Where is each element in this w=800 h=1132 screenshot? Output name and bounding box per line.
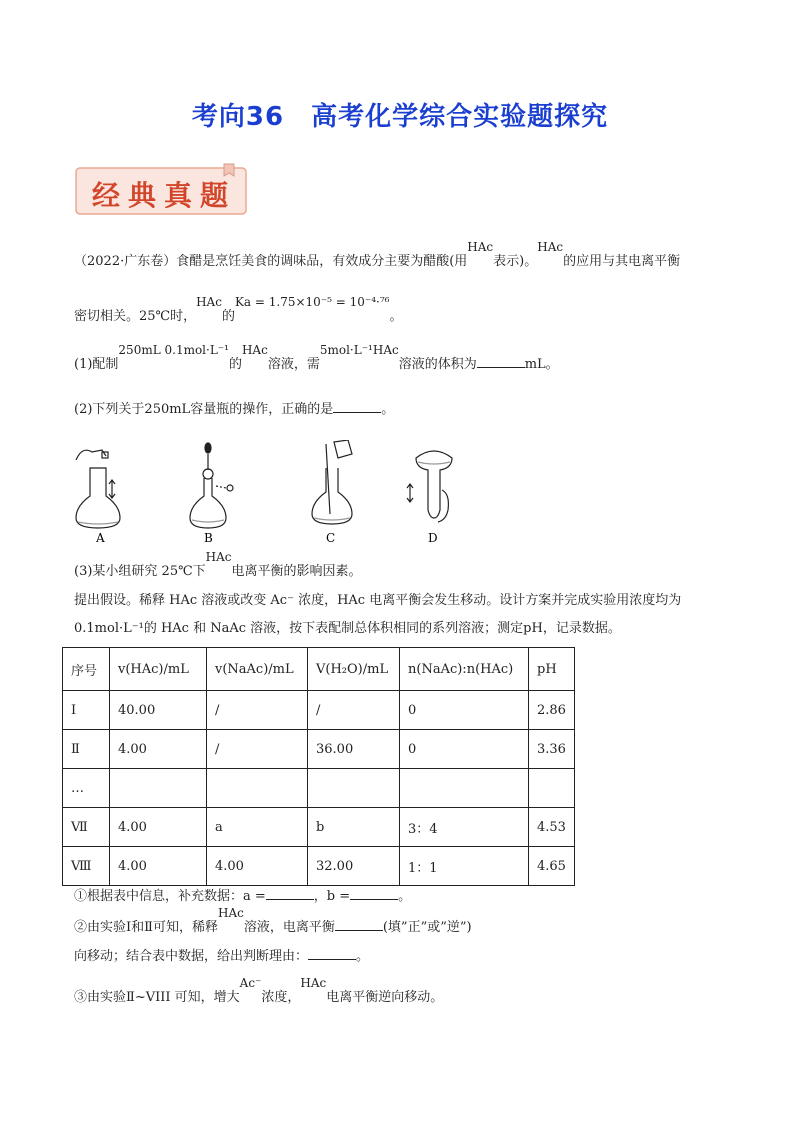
answer-blank — [477, 355, 525, 368]
sub-question-2-line-2: 向移动；结合表中数据，给出判断理由： 。 — [74, 949, 370, 964]
table-cell: 4.00 — [207, 847, 308, 886]
table-cell: 4.00 — [110, 730, 207, 769]
answer-blank — [335, 918, 383, 931]
answer-blank — [266, 887, 314, 900]
table-cell: Ⅰ — [63, 691, 110, 730]
figure-c — [312, 440, 352, 524]
table-cell: 36.00 — [308, 730, 400, 769]
table-header-row — [63, 648, 575, 691]
question-3-line-3: 0.1mol·L⁻¹的 HAc 和 NaAc 溶液，按下表配制总体积相同的系列溶液；测定pH，记录数据。 — [74, 621, 621, 636]
question-1: (1)配制250mL 0.1mol·L⁻¹的HAc溶液，需5mol·L⁻¹HAc溶液的体积为 mL。 — [74, 343, 559, 372]
answer-blank — [308, 947, 356, 960]
table-cell: 4.53 — [529, 808, 575, 847]
table-cell — [308, 769, 400, 808]
table-cell: Ⅷ — [63, 847, 110, 886]
data-table — [62, 647, 575, 886]
figure-a — [76, 450, 120, 528]
question-2: (2)下列关于250mL容量瓶的操作，正确的是 。 — [74, 402, 395, 417]
table-cell — [400, 769, 529, 808]
page-title: 考向36 高考化学综合实验题探究 — [191, 102, 609, 132]
table-row — [63, 808, 575, 847]
figure-label-c: C — [326, 531, 336, 545]
table-cell: 0 — [400, 691, 529, 730]
flask-figures — [74, 440, 494, 545]
table-row — [63, 691, 575, 730]
figure-label-a: A — [96, 531, 105, 545]
table-cell: 0 — [400, 730, 529, 769]
table-header-cell: v(HAc)/mL — [110, 648, 207, 691]
table-header-cell: v(NaAc)/mL — [207, 648, 308, 691]
figure-d — [407, 451, 452, 522]
table-cell: 2.86 — [529, 691, 575, 730]
table-cell: Ⅶ — [63, 808, 110, 847]
answer-blank — [350, 887, 398, 900]
figure-label-b: B — [204, 531, 213, 545]
table-row — [63, 847, 575, 886]
table-cell: / — [207, 730, 308, 769]
banner-label: 经典真题 — [92, 179, 237, 212]
intro-line-2: 密切相关。25℃时，HAc的Ka = 1.75×10⁻⁵ = 10⁻⁴·⁷⁶。 — [74, 295, 403, 324]
table-cell: / — [308, 691, 400, 730]
table-cell: Ⅱ — [63, 730, 110, 769]
table-row — [63, 730, 575, 769]
question-3: (3)某小组研究 25℃下HAc电离平衡的影响因素。 — [74, 550, 362, 579]
table-cell — [207, 769, 308, 808]
table-row — [63, 769, 575, 808]
figure-label-d: D — [428, 531, 438, 545]
table-header-cell: pH — [529, 648, 575, 691]
table-header-cell: 序号 — [63, 648, 110, 691]
sub-question-2: ②由实验Ⅰ和Ⅱ可知，稀释HAc溶液，电离平衡 (填”正”或”逆”) — [74, 906, 472, 935]
table-cell: b — [308, 808, 400, 847]
table-cell: 4.00 — [110, 808, 207, 847]
table-cell: … — [63, 769, 110, 808]
table-cell: 4.00 — [110, 847, 207, 886]
table-cell: 4.65 — [529, 847, 575, 886]
intro-line-1: （2022·广东卷）食醋是烹饪美食的调味品，有效成分主要为醋酸(用HAc表示)。HAc的应用与其电离平衡 — [74, 240, 681, 269]
table-cell: 3.36 — [529, 730, 575, 769]
table-cell — [110, 769, 207, 808]
table-cell: a — [207, 808, 308, 847]
question-3-line-2: 提出假设。稀释 HAc 溶液或改变 Ac⁻ 浓度，HAc 电离平衡会发生移动。设计方案并完成实验用浓度均为 — [74, 593, 682, 608]
table-cell: 3：4 — [400, 808, 529, 847]
sub-question-1: ①根据表中信息，补充数据：a = ，b = 。 — [74, 889, 412, 904]
table-cell: 40.00 — [110, 691, 207, 730]
table-cell — [529, 769, 575, 808]
sub-question-3: ③由实验Ⅱ~VIII 可知，增大Ac⁻浓度，HAc电离平衡逆向移动。 — [74, 976, 444, 1005]
figure-b — [190, 443, 233, 528]
table-cell: 32.00 — [308, 847, 400, 886]
table-cell: / — [207, 691, 308, 730]
table-header-cell: V(H₂O)/mL — [308, 648, 400, 691]
answer-blank — [333, 400, 381, 413]
table-cell: 1：1 — [400, 847, 529, 886]
table-header-cell: n(NaAc):n(HAc) — [400, 648, 529, 691]
